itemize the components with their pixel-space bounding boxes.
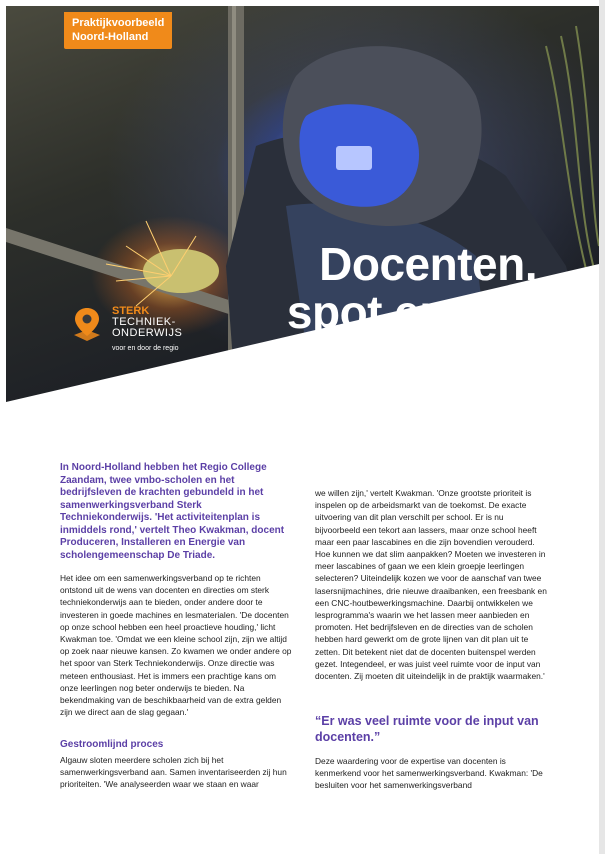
section-subheading: Gestroomlijnd proces	[60, 739, 164, 750]
logo-brand-line-2: TECHNIEK-	[112, 316, 176, 328]
badge-line-2: Noord-Holland	[72, 31, 149, 43]
sterk-techniekonderwijs-logo	[72, 306, 182, 352]
headline-line-1: Docenten,	[319, 238, 537, 290]
pull-quote: “Er was veel ruimte voor de input van docenten.”	[315, 714, 539, 744]
column-1-paragraph-1: Het idee om een samenwerkingsverband op te richten ontstond uit de wens van docenten en directies om sterk techniekonderwijs aan te bieden, onder andere door te investeren in goede machines en lesmaterialen. 'De docenten op onze school hebben een heel proactieve houding,' licht Kwakman toe. 'Omdat we een kleine school zijn, zijn we altijd op zoek naar nieuwe kansen. Zo kwamen we onder andere op het spoor van Sterk Techniekonderwijs. Onze directie was meteen enthousiast. Het is immers een prachtige kans om onze leerlingen nog beter onderwijs te bieden. Na bekendmaking van de beschikbaarheid van de extra gelden zijn we direct aan de slag gegaan.'	[60, 573, 292, 718]
badge-line-1: Praktijkvoorbeeld	[72, 17, 165, 29]
column-2-text	[315, 487, 551, 682]
column-1-text	[60, 572, 292, 718]
region-badge	[64, 12, 172, 49]
location-pin-icon	[72, 306, 102, 342]
column-2-paragraph-2: Deze waardering voor de expertise van docenten is kenmerkend voor het samenwerkingsverband. Kwakman: 'De besluiten voor het samenwerkingsverband	[315, 756, 543, 791]
column-2-paragraph-1: we willen zijn,' vertelt Kwakman. 'Onze grootste prioriteit is inspelen op de arbeidsmarkt van de toekomst. De exacte uitvoering van dit plan verschilt per school. Er is nu bijvoorbeeld een tekort aan lassers, maar onze school heeft maar een paar lascabines en die zijn bovendien verouderd. Hoe kunnen we dat slim aanpakken? Moeten we investeren in meer lascabines of gaan we een klein groepje leerlingen selecteren? Uiteindelijk kozen we voor de aanschaf van twee lasersnijmachines, drie nieuwe draaibanken, een freesbank en een CNC-houtbewerkingsmachine. Daarbij ontwikkelen we lesprogramma's waarin we het lassen meer aanbieden en promoten. Het bedrijfsleven en de directies van de scholen hebben hard gewerkt om de grote lijnen van dit plan uit te zetten. Dit betekent niet dat de docenten buitenspel werden gezet. Integendeel, er was juist veel ruimte voor de input van docenten. Zij moeten dit uiteindelijk in de praktijk waarmaken.'	[315, 488, 547, 682]
logo-brand-line-1: STERK	[112, 305, 150, 317]
headline-line-2: spot en pak	[286, 286, 537, 338]
logo-brand-line-3: ONDERWIJS	[112, 327, 183, 339]
hero-photo	[6, 6, 599, 402]
column-1-paragraph-2: Algauw sloten meerdere scholen zich bij het samenwerkingsverband aan. Samen inventariseerden zij hun prioriteiten. 'We analyseerden waar we staan en waar	[60, 755, 287, 790]
intro-paragraph: In Noord-Holland hebben het Regio College Zaandam, twee vmbo-scholen en het bedrijfsleven de krachten gebundeld in het samenwerkingsverband Sterk Techniekonderwijs. 'Het activiteitenplan is inmiddels rond,' vertelt Theo Kwakman, docent Produceren, Installeren en Energie van scholengemeenschap De Triade.	[60, 462, 285, 561]
headline	[287, 240, 537, 384]
headline-line-3: je kans!	[369, 334, 537, 386]
logo-tagline: voor en door de regio	[112, 345, 179, 352]
